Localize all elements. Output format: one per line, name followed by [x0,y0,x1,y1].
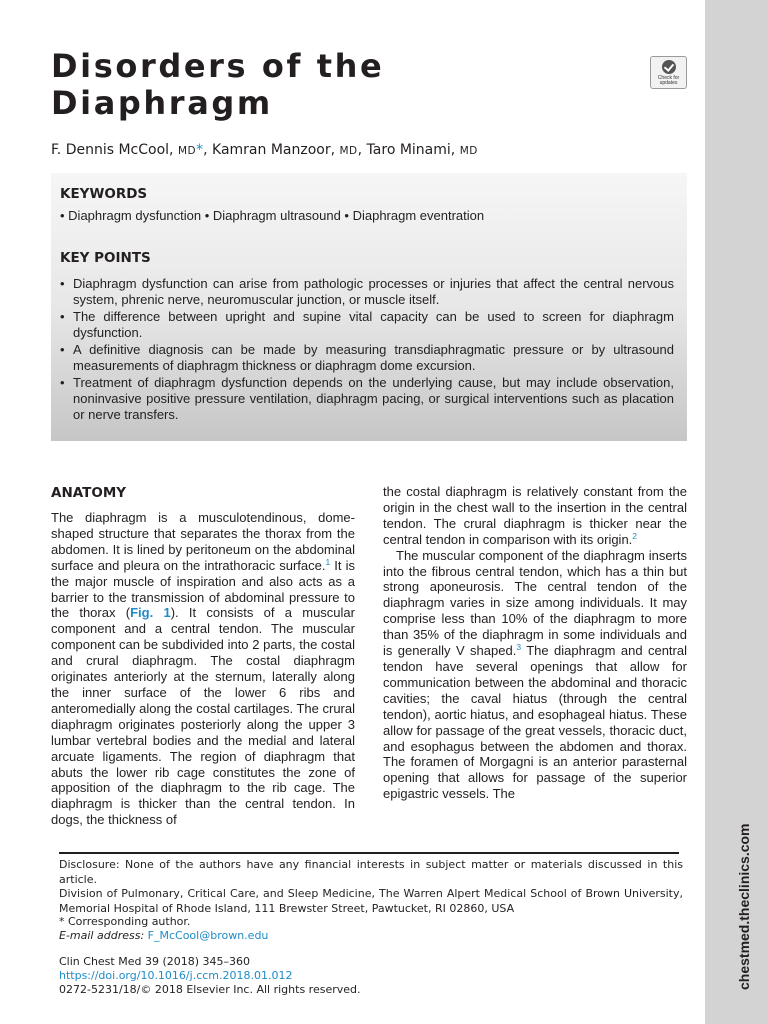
doi-link[interactable]: https://doi.org/10.1016/j.ccm.2018.01.012 [59,969,293,982]
key-points-heading: KEY POINTS [60,250,151,266]
article-title [51,48,611,122]
author-degree: MD [459,145,478,157]
body-column-left [51,510,355,828]
anatomy-heading: ANATOMY [51,485,127,501]
body-paragraph: The diaphragm is a musculotendinous, dome-shaped structure that separates the thorax from the abdomen. It is lined by peritoneum on the abdominal surface and pleura on the intrathoracic surface.$^1$ It is the major muscle of inspiration and also acts as a barrier to the transmission of abdominal pressure to the thorax (Fig. 1). It consists of a muscular component and a central tendon. The muscular component can be subdivided into 2 parts, the costal and crural diaphragm. The costal diaphragm originates anteriorly at the sternum, laterally along the inner surface of the lower 6 ribs and anteromedially along the costal cartilages. The crural diaphragm originates posteriorly along the upper 3 lumbar vertebral bodies and the medial and lateral arcuate ligaments. The region of diaphragm that abuts the lower rib cage constitutes the zone of apposition of the diaphragm to the rib cage. The diaphragm is thicker than the central tendon. In dogs, the thickness of [51,510,355,828]
author-name: , Kamran Manzoor, [203,142,336,158]
reference-link[interactable]: 1 [325,556,331,567]
body-column-right [383,484,687,802]
figure-link[interactable]: Fig. 1 [130,605,171,621]
author-degree: MD [339,145,358,157]
footnote-divider [59,852,679,854]
copyright-notice: 0272-5231/18/© 2018 Elsevier Inc. All rights reserved. [59,983,361,996]
checkmark-icon [662,60,676,74]
keywords-heading: KEYWORDS [60,186,148,202]
check-for-updates-label: Check for updates [657,75,680,86]
keywords-list: • Diaphragm dysfunction • Diaphragm ultrasound • Diaphragm eventration [60,208,485,223]
reference-link[interactable]: 2 [632,530,638,541]
key-point-item: • The difference between upright and supine vital capacity can be used to screen for diaphragm dysfunction. [60,309,674,341]
title-line-1: Disorders of the [51,47,385,85]
email-line [59,929,683,944]
reference-link[interactable]: 3 [516,642,522,653]
body-paragraph: The muscular component of the diaphragm inserts into the fibrous central tendon, which has a thin but strong aponeurosis. The central tendon of the diaphragm varies in size among individuals. It may comprise less than 10% of the diaphragm to more than 35% of the diaphragm in some individuals and is generally V shaped.$^3$ The diaphragm and central tendon have several openings that allow for communication between the abdominal and thoracic cavities; the caval hiatus (through the central tendon), aortic hiatus, and esophageal hiatus. These allow for passage of the great vessels, thoracic duct, and esophagus between the abdomen and thorax. The foramen of Morgagni is an anterior parasternal opening that allows for passage of the superior epigastric vessels. The [383,547,687,802]
check-for-updates-button[interactable] [650,56,687,89]
journal-citation: Clin Chest Med 39 (2018) 345–360 [59,955,251,968]
disclosure-note: Disclosure: None of the authors have any financial interests in subject matter or materials discussed in this article. [59,858,683,886]
title-line-2: Diaphragm [51,84,273,122]
body-paragraph: the costal diaphragm is relatively constant from the origin in the chest wall to the insertion in the central tendon. The crural diaphragm is thicker near the central tendon in comparison with its origin.$^2$ [383,484,687,547]
corresponding-author-note: * Corresponding author. [59,915,191,928]
email-link[interactable]: F_McCool@brown.edu [147,929,269,942]
author-degree: MD [177,145,197,157]
journal-url: chestmed.theclinics.com [736,823,752,990]
key-point-item: • Treatment of diaphragm dysfunction depends on the underlying cause, but may include observation, noninvasive positive pressure ventilation, diaphragm pacing, or surgical interventions such as placation or nerve transfers. [60,375,674,424]
author-name: , Taro Minami, [357,142,456,158]
key-point-item: • Diaphragm dysfunction can arise from pathologic processes or injuries that affect the central nervous system, phrenic nerve, neuromuscular junction, or muscle itself. [60,276,674,308]
author-name: F. Dennis McCool, [51,142,174,158]
email-label: E-mail address: [59,929,145,942]
corresponding-author-marker[interactable]: * [196,142,204,158]
doi-line [59,969,683,984]
affiliation-note: Division of Pulmonary, Critical Care, and Sleep Medicine, The Warren Alpert Medical School of Brown University, Memorial Hospital of Rhode Island, 111 Brewster Street, Pawtucket, RI 02860, USA [59,887,683,915]
key-point-item: • A definitive diagnosis can be made by measuring transdiaphragmatic pressure or by ultrasound measurements of diaphragm thickness or diaphragm dome excursion. [60,342,674,374]
author-list [51,142,478,158]
key-points-list [60,276,674,424]
